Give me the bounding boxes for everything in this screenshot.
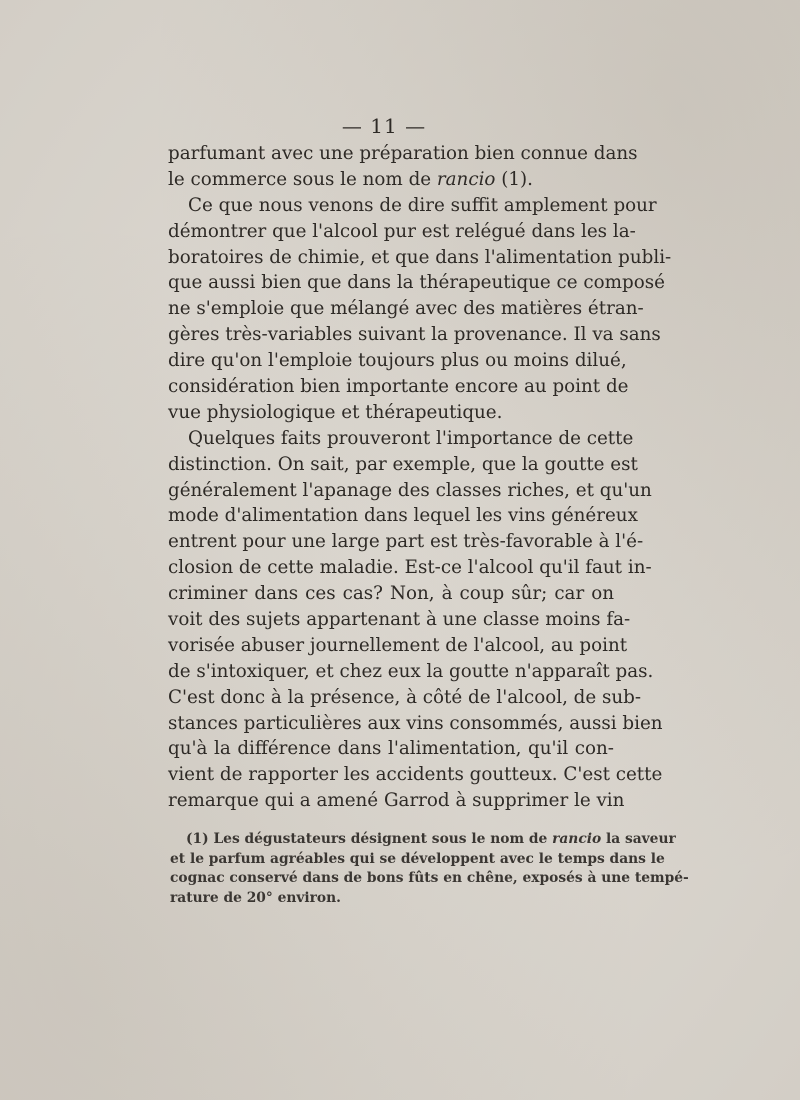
text-line: qu'à la différence dans l'alimentation, qu'il con- [168, 738, 614, 760]
page-number: — 11 — [341, 114, 427, 138]
text-line: dire qu'on l'emploie toujours plus ou moins dilué, [168, 350, 627, 372]
text-line: Quelques faits prouveront l'importance de cette [188, 427, 634, 449]
text-line: distinction. On sait, par exemple, que la goutte est [168, 453, 638, 475]
text-line: entrent pour une large part est très-favorable à l'é- [168, 531, 644, 553]
text-line: remarque qui a amené Garrod à supprimer le vin [168, 790, 625, 812]
text-segment: (1) Les dégustateurs désignent sous le nom de [186, 831, 553, 847]
text-line: vient de rapporter les accidents goutteux. C'est cette [168, 764, 663, 786]
text-segment: le commerce sous le nom de [168, 168, 437, 190]
text-line [168, 167, 614, 193]
text-line: gères très-variables suivant la provenance. Il va sans [168, 324, 661, 346]
footnote [170, 830, 689, 908]
footnote-line: cognac conservé dans de bons fûts en chêne, exposés à une tempé- [170, 870, 689, 886]
text-line: ne s'emploie que mélangé avec des matières étran- [168, 298, 644, 320]
text-line: C'est donc à la présence, à côté de l'alcool, de sub- [168, 686, 642, 708]
text-line: Ce que nous venons de dire suffit amplement pour [188, 194, 657, 216]
text-segment: (1). [495, 168, 533, 190]
text-line: généralement l'apanage des classes riches, et qu'un [168, 479, 652, 501]
text-line: vorisée abuser journellement de l'alcool, au point [168, 634, 628, 656]
text-line: mode d'alimentation dans lequel les vins généreux [168, 505, 638, 527]
text-line: voit des sujets appartenant à une classe moins fa- [168, 609, 631, 631]
text-line: boratoires de chimie, et que dans l'alimentation publi- [168, 246, 672, 268]
italic-term: rancio [552, 831, 602, 847]
footnote-line [170, 830, 676, 850]
text-line: stances particulières aux vins consommés, aussi bien [168, 712, 663, 734]
text-line: criminer dans ces cas? Non, à coup sûr; car on [168, 583, 614, 605]
text-line: parfumant avec une préparation bien connue dans [168, 143, 638, 164]
footnote-line: rature de 20° environ. [170, 889, 341, 906]
text-line: closion de cette maladie. Est-ce l'alcool qu'il faut in- [168, 557, 652, 579]
italic-term: rancio [436, 168, 496, 190]
text-line: démontrer que l'alcool pur est relégué dans les la- [168, 220, 636, 242]
text-line: de s'intoxiquer, et chez eux la goutte n'apparaît pas. [168, 660, 654, 682]
text-line: vue physiologique et thérapeutique. [168, 401, 503, 423]
footnote-line: et le parfum agréables qui se développent avec le temps dans le [170, 850, 665, 867]
body-text [168, 141, 672, 814]
text-segment: la saveur [601, 831, 676, 847]
text-line: considération bien importante encore au point de [168, 376, 629, 398]
text-line: que aussi bien que dans la thérapeutique ce composé [168, 272, 665, 294]
